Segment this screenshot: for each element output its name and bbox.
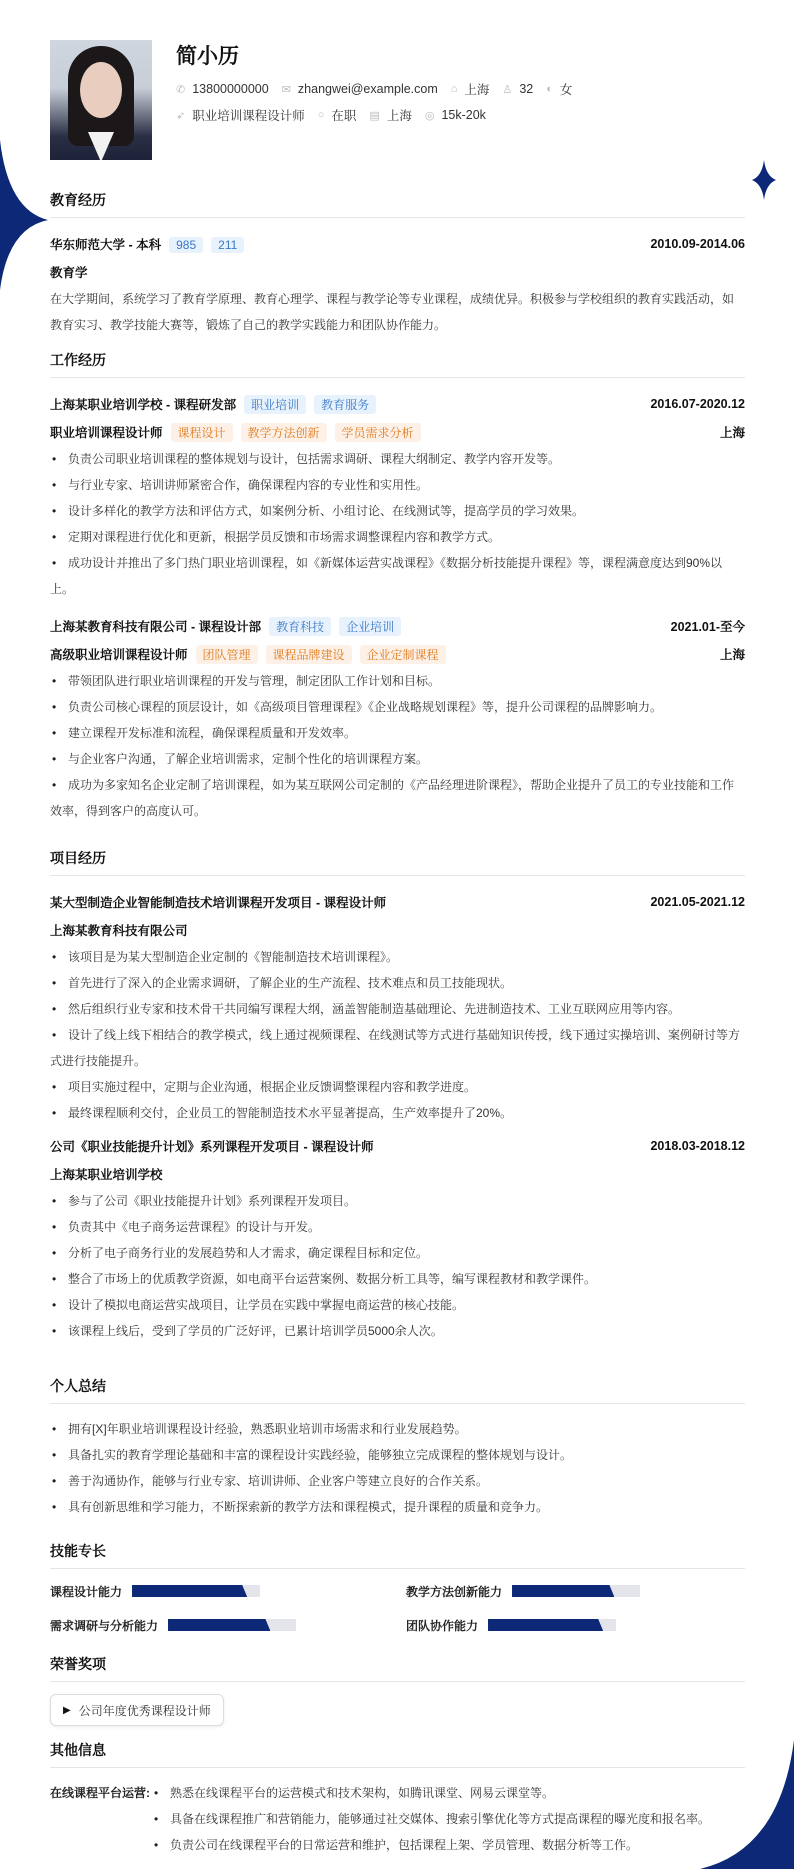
list-item: • 负责其中《电子商务运营课程》的设计与开发。 <box>50 1214 745 1240</box>
date: 2021.05-2021.12 <box>650 895 745 909</box>
list-item: • 最终课程顺利交付，企业员工的智能制造技术水平显著提高，生产效率提升了20%。 <box>50 1100 745 1126</box>
job-header <box>50 612 745 640</box>
list-item: • 负责公司核心课程的顶层设计，如《高级项目管理课程》《企业战略规划课程》等，提升公司课程的品牌影响力。 <box>50 694 745 720</box>
salary: 15k-20k <box>441 108 486 122</box>
sparkle-star-icon <box>752 160 776 200</box>
skill-tag: 教学方法创新 <box>241 423 327 442</box>
skill-tag: 团队管理 <box>196 645 258 664</box>
project-section <box>50 848 745 1350</box>
list-item: • 首先进行了深入的企业需求调研，了解企业的生产流程、技术难点和员工技能现状。 <box>50 970 745 996</box>
list-item: • 带领团队进行职业培训课程的开发与管理，制定团队工作计划和目标。 <box>50 668 745 694</box>
list-item: • 建立课程开发标准和流程，确保课程质量和开发效率。 <box>50 720 745 746</box>
list-item: • 与企业客户沟通，了解企业培训需求，定制个性化的培训课程方案。 <box>50 746 745 772</box>
education-description: 在大学期间，系统学习了教育学原理、教育心理学、课程与教学论等专业课程，成绩优异。积极参与学校组织的教育实践活动，如教育实习、教学技能大赛等，锻炼了自己的教学实践能力和团队协作能力。 <box>50 292 735 332</box>
skill-bar <box>168 1619 296 1631</box>
company-line <box>50 395 376 414</box>
role: 高级职业培训课程设计师 <box>50 647 188 662</box>
section-title: 其他信息 <box>50 1740 745 1768</box>
list-item: • 然后组织行业专家和技术骨干共同编写课程大纲，涵盖智能制造基础理论、先进制造技术、工业互联网应用等内容。 <box>50 996 745 1022</box>
mail-icon: ✉ <box>281 83 291 96</box>
skill-bar <box>132 1585 260 1597</box>
avatar-photo <box>50 40 152 160</box>
project-name: 某大型制造企业智能制造技术培训课程开发项目 - 课程设计师 <box>50 896 387 910</box>
list-item: • 定期对课程进行优化和更新，根据学员反馈和市场需求调整课程内容和教学方式。 <box>50 524 745 550</box>
skill-name: 团队协作能力 <box>406 1618 479 1633</box>
skill-bar <box>512 1585 640 1597</box>
role-line <box>50 418 745 446</box>
date: 2016.07-2020.12 <box>650 397 745 411</box>
skill-bar <box>488 1619 616 1631</box>
list-item: • 熟悉在线课程平台的运营模式和技术架构，如腾讯课堂、网易云课堂等。 <box>152 1780 710 1806</box>
job-status: 在职 <box>331 109 357 123</box>
list-item: • 设计了线上线下相结合的教学模式，线上通过视频课程、在线测试等方式进行基础知识传授，线下通过实操培训、案例研讨等方式进行技能提升。 <box>50 1022 745 1074</box>
section-title: 个人总结 <box>50 1376 745 1404</box>
salary-icon: ◎ <box>424 109 435 122</box>
company: 上海某职业培训学校 - 课程研发部 <box>50 397 237 412</box>
target-position: 职业培训课程设计师 <box>192 109 305 123</box>
list-item: • 设计多样化的教学方法和评估方式，如案例分析、小组讨论、在线测试等，提高学员的学习效果。 <box>50 498 745 524</box>
target-city: 上海 <box>386 109 412 123</box>
tag: 职业培训 <box>244 395 306 414</box>
list-item: • 项目实施过程中，定期与企业沟通，根据企业反馈调整课程内容和教学进度。 <box>50 1074 745 1100</box>
list-item: • 具备扎实的教育学理论基础和丰富的课程设计实践经验，能够独立完成课程的整体规划与设计。 <box>50 1442 745 1468</box>
org-line <box>50 916 745 944</box>
gender-icon: ◐ <box>546 83 553 95</box>
other-info-section <box>50 1740 745 1858</box>
bullet-list <box>50 1188 745 1344</box>
list-item: • 参与了公司《职业技能提升计划》系列课程开发项目。 <box>50 1188 745 1214</box>
organization: 上海某职业培训学校 <box>50 1168 163 1182</box>
list-item: • 该课程上线后，受到了学员的广泛好评，已累计培训学员5000余人次。 <box>50 1318 745 1344</box>
project-header <box>50 1132 745 1160</box>
skill-item <box>50 1581 406 1601</box>
major: 教育学 <box>50 266 88 280</box>
work-section <box>50 350 745 834</box>
role-wrap <box>50 423 421 442</box>
org-line <box>50 1160 745 1188</box>
skill-bar-fill <box>488 1619 603 1631</box>
section-title: 荣誉奖项 <box>50 1654 745 1682</box>
list-item: • 具有创新思维和学习能力，不断探索新的教学方法和课程模式，提升课程的质量和竞争力。 <box>50 1494 745 1520</box>
phone: 13800000000 <box>192 82 269 96</box>
company-line <box>50 617 401 636</box>
list-item: • 拥有[X]年职业培训课程设计经验，熟悉职业培训市场需求和行业发展趋势。 <box>50 1416 745 1442</box>
skills-section <box>50 1541 745 1635</box>
job-header <box>50 390 745 418</box>
caret-right-icon: ▶ <box>63 1704 71 1716</box>
role-wrap <box>50 645 446 664</box>
email: zhangwei@example.com <box>297 82 438 96</box>
education-section <box>50 190 745 338</box>
list-item: • 负责公司职业培训课程的整体规划与设计，包括需求调研、课程大纲制定、教学内容开发等。 <box>50 446 745 472</box>
list-item: • 设计了模拟电商运营实战项目，让学员在实践中掌握电商运营的核心技能。 <box>50 1292 745 1318</box>
bullet-list <box>50 944 745 1126</box>
tag: 教育科技 <box>269 617 331 636</box>
list-item: • 成功设计并推出了多门热门职业培训课程，如《新媒体运营实战课程》《数据分析技能提升课程》等，课程满意度达到90%以上。 <box>50 550 745 602</box>
section-title: 工作经历 <box>50 350 745 378</box>
section-title: 项目经历 <box>50 848 745 876</box>
bullet-list <box>50 446 745 602</box>
company: 上海某教育科技有限公司 - 课程设计部 <box>50 619 262 634</box>
other-label: 在线课程平台运营: <box>50 1786 150 1800</box>
location: 上海 <box>719 426 745 440</box>
school: 华东师范大学 - 本科 <box>50 238 162 252</box>
list-item: • 该项目是为某大型制造企业定制的《智能制造技术培训课程》。 <box>50 944 745 970</box>
profile-header <box>50 40 585 160</box>
skill-tag: 企业定制课程 <box>360 645 446 664</box>
date: 2018.03-2018.12 <box>650 1139 745 1153</box>
list-item: • 整合了市场上的优质教学资源，如电商平台运营案例、数据分析工具等，编写课程教材和教学课件。 <box>50 1266 745 1292</box>
cake-icon: ♙ <box>502 83 513 96</box>
tag: 教育服务 <box>314 395 376 414</box>
date: 2010.09-2014.06 <box>650 237 745 251</box>
tag: 211 <box>211 237 244 253</box>
role: 职业培训课程设计师 <box>50 425 163 440</box>
tag: 985 <box>169 237 203 253</box>
list-item: • 具备在线课程推广和营销能力，能够通过社交媒体、搜索引擎优化等方式提高课程的曝光度和报名率。 <box>152 1806 710 1832</box>
awards-section <box>50 1654 745 1726</box>
location: 上海 <box>719 648 745 662</box>
skill-name: 教学方法创新能力 <box>406 1584 503 1599</box>
city: 上海 <box>464 83 490 97</box>
list-item: • 成功为多家知名企业定制了培训课程，如为某互联网公司定制的《产品经理进阶课程》，帮助企业提升了员工的专业技能和工作效率，得到客户的高度认可。 <box>50 772 745 824</box>
skill-bar-fill <box>132 1585 247 1597</box>
skill-item <box>406 1581 745 1601</box>
list-item: • 分析了电子商务行业的发展趋势和人才需求，确定课程目标和定位。 <box>50 1240 745 1266</box>
section-title: 技能专长 <box>50 1541 745 1569</box>
list-item: • 负责公司在线课程平台的日常运营和维护，包括课程上架、学员管理、数据分析等工作。 <box>152 1832 710 1858</box>
gender: 女 <box>559 83 573 97</box>
phone-icon: ✆ <box>176 83 186 96</box>
age: 32 <box>519 82 534 96</box>
position-icon: ➶ <box>176 109 186 122</box>
list-item: • 与行业专家、培训讲师紧密合作，确保课程内容的专业性和实用性。 <box>50 472 745 498</box>
skill-item <box>50 1615 406 1635</box>
project-header <box>50 888 745 916</box>
skill-name: 课程设计能力 <box>50 1584 123 1599</box>
section-title: 教育经历 <box>50 190 745 218</box>
summary-section <box>50 1376 745 1520</box>
date: 2021.01-至今 <box>670 620 745 634</box>
skill-tag: 学员需求分析 <box>335 423 421 442</box>
list-item: • 善于沟通协作，能够与行业专家、培训讲师、企业客户等建立良好的合作关系。 <box>50 1468 745 1494</box>
skill-item <box>406 1615 745 1635</box>
status-icon: ○ <box>317 109 325 121</box>
tag: 企业培训 <box>339 617 401 636</box>
building-icon: ▤ <box>369 109 380 122</box>
candidate-name: 简小历 <box>176 45 239 68</box>
role-line <box>50 640 745 668</box>
skill-tag: 课程设计 <box>171 423 233 442</box>
project-name: 公司《职业技能提升计划》系列课程开发项目 - 课程设计师 <box>50 1140 374 1154</box>
skill-bar-fill <box>168 1619 270 1631</box>
skill-tag: 课程品牌建设 <box>266 645 352 664</box>
skill-name: 需求调研与分析能力 <box>50 1618 159 1633</box>
organization: 上海某教育科技有限公司 <box>50 924 188 938</box>
award-item[interactable] <box>50 1694 224 1726</box>
award-label: 公司年度优秀课程设计师 <box>78 1703 211 1718</box>
home-icon: ⌂ <box>450 83 458 95</box>
skill-bar-fill <box>512 1585 614 1597</box>
bullet-list <box>50 668 745 824</box>
